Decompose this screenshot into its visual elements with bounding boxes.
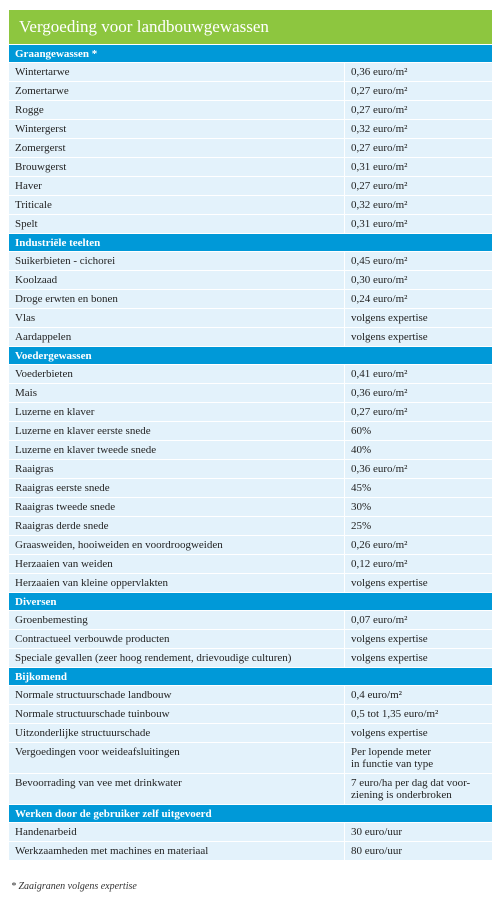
table-row [9,535,492,554]
crop-name: Normale structuurschade landbouw [9,686,345,704]
compensation-value-text: 0,31 euro/m² [351,218,408,230]
table-row [9,119,492,138]
compensation-value [345,536,492,554]
table-row [9,402,492,421]
crop-name: Wintergerst [9,120,345,138]
compensation-value [345,101,492,119]
table-row [9,822,492,841]
compensation-value [345,498,492,516]
crop-name: Groenbemesting [9,611,345,629]
crop-name: Wintertarwe [9,63,345,81]
table-row [9,648,492,667]
compensation-value-text: volgens expertise [351,652,428,664]
table-row [9,270,492,289]
compensation-value [345,328,492,346]
table-row [9,308,492,327]
compensation-value [345,479,492,497]
compensation-value-text: volgens expertise [351,312,428,324]
crop-name: Haver [9,177,345,195]
compensation-value-text: volgens expertise [351,727,428,739]
crop-name: Vergoedingen voor weideafsluitingen [9,743,345,773]
crop-name: Luzerne en klaver [9,403,345,421]
compensation-value-text: 0,36 euro/m² [351,387,408,399]
crop-name: Droge erwten en bonen [9,290,345,308]
crop-name: Zomergerst [9,139,345,157]
compensation-value [345,215,492,233]
crop-name: Raaigras eerste snede [9,479,345,497]
compensation-value-text: 0,32 euro/m² [351,123,408,135]
compensation-value-text: 0,12 euro/m² [351,558,408,570]
section-heading: Graangewassen * [9,44,492,62]
crop-name: Luzerne en klaver tweede snede [9,441,345,459]
crop-name: Zomertarwe [9,82,345,100]
compensation-value [345,705,492,723]
compensation-value [345,158,492,176]
compensation-value [345,743,492,773]
table-row [9,841,492,860]
crop-name: Mais [9,384,345,402]
compensation-value [345,774,492,804]
crop-name: Speciale gevallen (zeer hoog rendement, drievoudige culturen) [9,649,345,667]
compensation-value-text: 0,24 euro/m² [351,293,408,305]
compensation-value [345,139,492,157]
compensation-value [345,365,492,383]
crop-name: Vlas [9,309,345,327]
compensation-value-text: volgens expertise [351,633,428,645]
compensation-value-text: 0,5 tot 1,35 euro/m² [351,708,439,720]
compensation-value-text: 25% [351,520,372,532]
compensation-value-text: 7 euro/ha per dag dat voor- ziening is onderbroken [351,777,471,801]
compensation-value [345,611,492,629]
compensation-value [345,271,492,289]
compensation-value-text: 0,07 euro/m² [351,614,408,626]
compensation-value [345,649,492,667]
compensation-value [345,842,492,860]
compensation-value-text: 0,31 euro/m² [351,161,408,173]
compensation-value-text: 0,36 euro/m² [351,463,408,475]
crop-name: Bevoorrading van vee met drinkwater [9,774,345,804]
table-row [9,138,492,157]
compensation-value-text: 80 euro/uur [351,845,403,857]
compensation-value [345,724,492,742]
compensation-value [345,460,492,478]
compensation-value [345,252,492,270]
compensation-value-text: 0,27 euro/m² [351,406,408,418]
compensation-value [345,403,492,421]
table-row [9,364,492,383]
section-heading: Industriële teelten [9,233,492,251]
table-row [9,516,492,535]
crop-name: Contractueel verbouwde producten [9,630,345,648]
compensation-value-text: 0,27 euro/m² [351,180,408,192]
table-row [9,62,492,81]
compensation-value [345,63,492,81]
compensation-value [345,517,492,535]
compensation-value-text: 60% [351,425,372,437]
compensation-value-text: 0,36 euro/m² [351,66,408,78]
compensation-value-text: Per lopende meter in functie van type [351,746,434,770]
compensation-value-text: 0,45 euro/m² [351,255,408,267]
compensation-value [345,290,492,308]
compensation-value-text: volgens expertise [351,331,428,343]
table-row [9,327,492,346]
crop-name: Voederbieten [9,365,345,383]
table-row [9,251,492,270]
crop-name: Raaigras derde snede [9,517,345,535]
table-row [9,723,492,742]
compensation-value [345,196,492,214]
crop-name: Graasweiden, hooiweiden en voordroogweiden [9,536,345,554]
table-row [9,176,492,195]
compensation-value [345,309,492,327]
compensation-table [9,10,492,860]
section-heading: Diversen [9,592,492,610]
compensation-value [345,630,492,648]
crop-name: Aardappelen [9,328,345,346]
table-row [9,81,492,100]
table-row [9,629,492,648]
compensation-value [345,384,492,402]
compensation-value-text: 40% [351,444,372,456]
table-row [9,214,492,233]
compensation-value-text: 0,30 euro/m² [351,274,408,286]
table-row [9,478,492,497]
crop-name: Handenarbeid [9,823,345,841]
compensation-value [345,574,492,592]
section-heading: Werken door de gebruiker zelf uitgevoerd [9,804,492,822]
compensation-value [345,422,492,440]
table-row [9,157,492,176]
compensation-value-text: 45% [351,482,372,494]
table-row [9,773,492,804]
compensation-value-text: 0,27 euro/m² [351,142,408,154]
crop-name: Uitzonderlijke structuurschade [9,724,345,742]
table-row [9,554,492,573]
table-title: Vergoeding voor landbouwgewassen [9,10,492,44]
table-row [9,742,492,773]
table-row [9,100,492,119]
compensation-value-text: volgens expertise [351,577,428,589]
table-row [9,497,492,516]
table-row [9,289,492,308]
crop-name: Herzaaien van kleine oppervlakten [9,574,345,592]
compensation-value [345,823,492,841]
section-heading: Bijkomend [9,667,492,685]
crop-name: Normale structuurschade tuinbouw [9,705,345,723]
compensation-value [345,441,492,459]
table-row [9,685,492,704]
compensation-value [345,555,492,573]
crop-name: Werkzaamheden met machines en materiaal [9,842,345,860]
table-row [9,383,492,402]
compensation-value [345,686,492,704]
footnote: * Zaaigranen volgens expertise [11,881,137,892]
crop-name: Raaigras [9,460,345,478]
section-heading: Voedergewassen [9,346,492,364]
crop-name: Suikerbieten - cichorei [9,252,345,270]
crop-name: Rogge [9,101,345,119]
compensation-value [345,177,492,195]
compensation-value-text: 0,26 euro/m² [351,539,408,551]
compensation-value [345,82,492,100]
crop-name: Brouwgerst [9,158,345,176]
compensation-value-text: 0,4 euro/m² [351,689,402,701]
crop-name: Herzaaien van weiden [9,555,345,573]
compensation-value-text: 0,32 euro/m² [351,199,408,211]
table-body [9,44,492,860]
crop-name: Raaigras tweede snede [9,498,345,516]
crop-name: Koolzaad [9,271,345,289]
compensation-value-text: 0,41 euro/m² [351,368,408,380]
table-row [9,440,492,459]
table-row [9,459,492,478]
crop-name: Triticale [9,196,345,214]
crop-name: Spelt [9,215,345,233]
compensation-value-text: 0,27 euro/m² [351,104,408,116]
compensation-value-text: 30 euro/uur [351,826,403,838]
compensation-value-text: 30% [351,501,372,513]
table-row [9,195,492,214]
crop-name: Luzerne en klaver eerste snede [9,422,345,440]
table-row [9,704,492,723]
compensation-value-text: 0,27 euro/m² [351,85,408,97]
compensation-value [345,120,492,138]
table-row [9,610,492,629]
table-row [9,421,492,440]
table-row [9,573,492,592]
